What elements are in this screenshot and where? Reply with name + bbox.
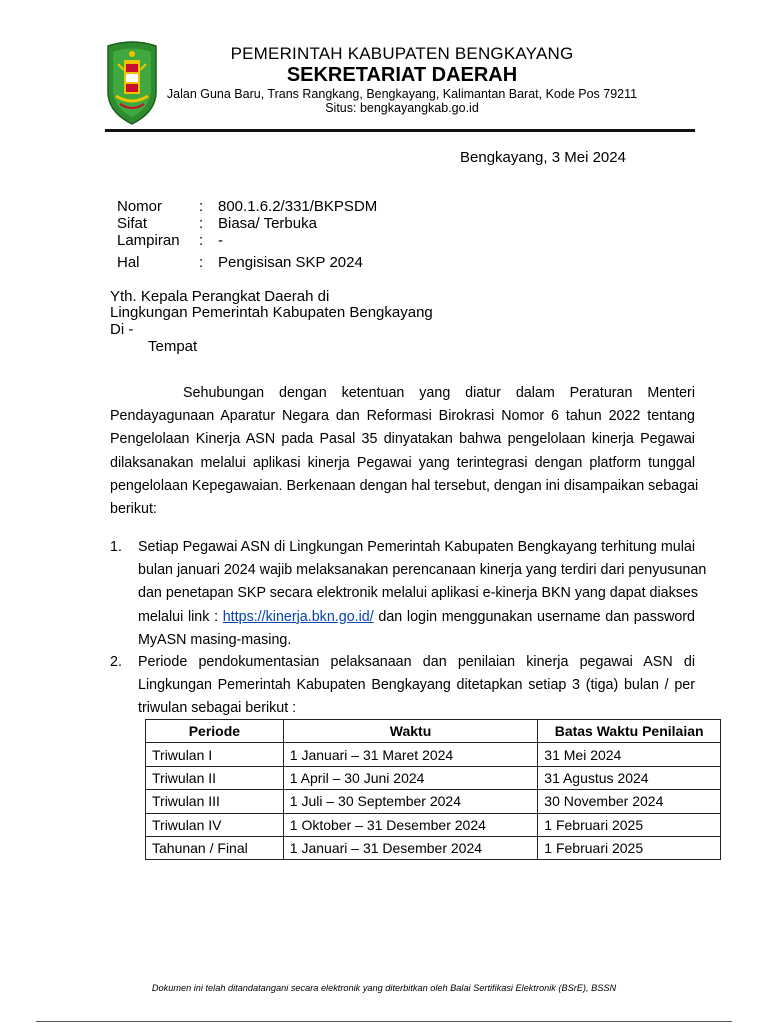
meta-value: Pengisisan SKP 2024 bbox=[218, 254, 363, 271]
list-item-body bbox=[138, 651, 695, 721]
table-cell: 31 Agustus 2024 bbox=[538, 766, 721, 789]
letterhead-divider bbox=[105, 129, 695, 132]
list-line: Lingkungan Pemerintah Kabupaten Bengkayang ditetapkan setiap 3 (tiga) bulan / per bbox=[138, 677, 695, 694]
table-cell: 1 Januari – 31 Desember 2024 bbox=[283, 836, 538, 859]
table-row bbox=[146, 766, 721, 789]
link-prefix: melalui link : bbox=[138, 608, 223, 625]
recipient-line-4: Tempat bbox=[148, 338, 198, 355]
table-cell: Triwulan III bbox=[146, 790, 284, 813]
table-cell: 30 November 2024 bbox=[538, 790, 721, 813]
table-cell: Triwulan I bbox=[146, 743, 284, 766]
office-name: SEKRETARIAT DAERAH bbox=[286, 64, 518, 86]
table-cell: 1 Februari 2025 bbox=[538, 813, 721, 836]
table-cell: 1 Juli – 30 September 2024 bbox=[283, 790, 538, 813]
meta-value: 800.1.6.2/331/BKPSDM bbox=[218, 198, 378, 215]
meta-value: - bbox=[218, 232, 223, 249]
list-line-with-link bbox=[138, 606, 695, 629]
meta-colon: : bbox=[199, 215, 204, 232]
table-cell: 1 Oktober – 31 Desember 2024 bbox=[283, 813, 538, 836]
meta-colon: : bbox=[199, 254, 204, 271]
list-line: MyASN masing-masing. bbox=[138, 631, 292, 648]
office-website: Situs: bengkayangkab.go.id bbox=[325, 101, 479, 115]
recipient-line-1: Yth. Kepala Perangkat Daerah di bbox=[110, 288, 330, 305]
link-suffix: dan login menggunakan username dan password bbox=[373, 608, 695, 625]
list-line: bulan januari 2024 wajib melaksanakan perencanaan kinerja yang terdiri dari penyusunan bbox=[138, 562, 707, 579]
meta-key: Sifat bbox=[117, 215, 148, 232]
paragraph-line: berikut: bbox=[110, 500, 157, 517]
table-cell: Tahunan / Final bbox=[146, 836, 284, 859]
meta-key: Lampiran bbox=[117, 232, 180, 249]
meta-value: Biasa/ Terbuka bbox=[218, 215, 317, 232]
meta-colon: : bbox=[199, 198, 204, 215]
government-name: PEMERINTAH KABUPATEN BENGKAYANG bbox=[230, 44, 574, 63]
column-header: Periode bbox=[146, 720, 284, 743]
meta-key: Hal bbox=[117, 254, 140, 271]
table-row bbox=[146, 813, 721, 836]
list-line: Setiap Pegawai ASN di Lingkungan Pemerintah Kabupaten Bengkayang terhitung mulai bbox=[138, 539, 695, 555]
table-row bbox=[146, 836, 721, 859]
table-row bbox=[146, 743, 721, 766]
paragraph-line: Sehubungan dengan ketentuan yang diatur dalam Peraturan Menteri bbox=[183, 385, 695, 401]
recipient-line-2: Lingkungan Pemerintah Kabupaten Bengkayang bbox=[110, 304, 433, 321]
column-header: Batas Waktu Penilaian bbox=[538, 720, 721, 743]
list-line: dan penetapan SKP secara elektronik melalui aplikasi e-kinerja BKN yang dapat diakses bbox=[138, 585, 699, 602]
recipient-line-3: Di - bbox=[110, 321, 134, 338]
column-header: Waktu bbox=[283, 720, 538, 743]
kinerja-bkn-link[interactable]: https://kinerja.bkn.go.id/ bbox=[222, 608, 374, 625]
intro-paragraph bbox=[110, 382, 699, 521]
list-number: 2. bbox=[110, 654, 122, 670]
footer-divider bbox=[36, 1021, 732, 1022]
table-cell: 1 Februari 2025 bbox=[538, 836, 721, 859]
table-cell: Triwulan IV bbox=[146, 813, 284, 836]
table-header-row bbox=[146, 720, 721, 743]
table-cell: 1 Januari – 31 Maret 2024 bbox=[283, 743, 538, 766]
list-item-body bbox=[138, 536, 707, 652]
schedule-table bbox=[145, 719, 721, 860]
letter-date: Bengkayang, 3 Mei 2024 bbox=[460, 149, 626, 166]
paragraph-line: pengelolaan Kepegawaian. Berkenaan dengan hal tersebut, dengan ini disampaikan sebagai bbox=[110, 477, 699, 494]
meta-key: Nomor bbox=[117, 198, 163, 215]
paragraph-line: Pengelolaan Kinerja ASN pada Pasal 35 dinyatakan bahwa pengelolaan kinerja Pegawai bbox=[110, 431, 695, 448]
paragraph-line: dilaksanakan melalui aplikasi kinerja Pegawai yang terintegrasi dengan platform tunggal bbox=[110, 454, 695, 471]
paragraph-line: Pendayagunaan Aparatur Negara dan Reformasi Birokrasi Nomor 6 tahun 2022 tentang bbox=[110, 408, 695, 425]
list-line: triwulan sebagai berikut : bbox=[138, 700, 297, 717]
table-cell: Triwulan II bbox=[146, 766, 284, 789]
list-line: Periode pendokumentasian pelaksanaan dan penilaian kinerja pegawai ASN di bbox=[138, 654, 695, 670]
table-row bbox=[146, 790, 721, 813]
meta-colon: : bbox=[199, 232, 204, 249]
table-cell: 1 April – 30 Juni 2024 bbox=[283, 766, 538, 789]
e-signature-note: Dokumen ini telah ditandatangani secara elektronik yang diterbitkan oleh Balai Sertifikasi Elektronik (BSrE), BSSN bbox=[151, 983, 617, 993]
table-cell: 31 Mei 2024 bbox=[538, 743, 721, 766]
regional-emblem-icon bbox=[104, 40, 160, 126]
list-number: 1. bbox=[110, 539, 122, 555]
office-address: Jalan Guna Baru, Trans Rangkang, Bengkayang, Kalimantan Barat, Kode Pos 79211 bbox=[166, 87, 638, 101]
